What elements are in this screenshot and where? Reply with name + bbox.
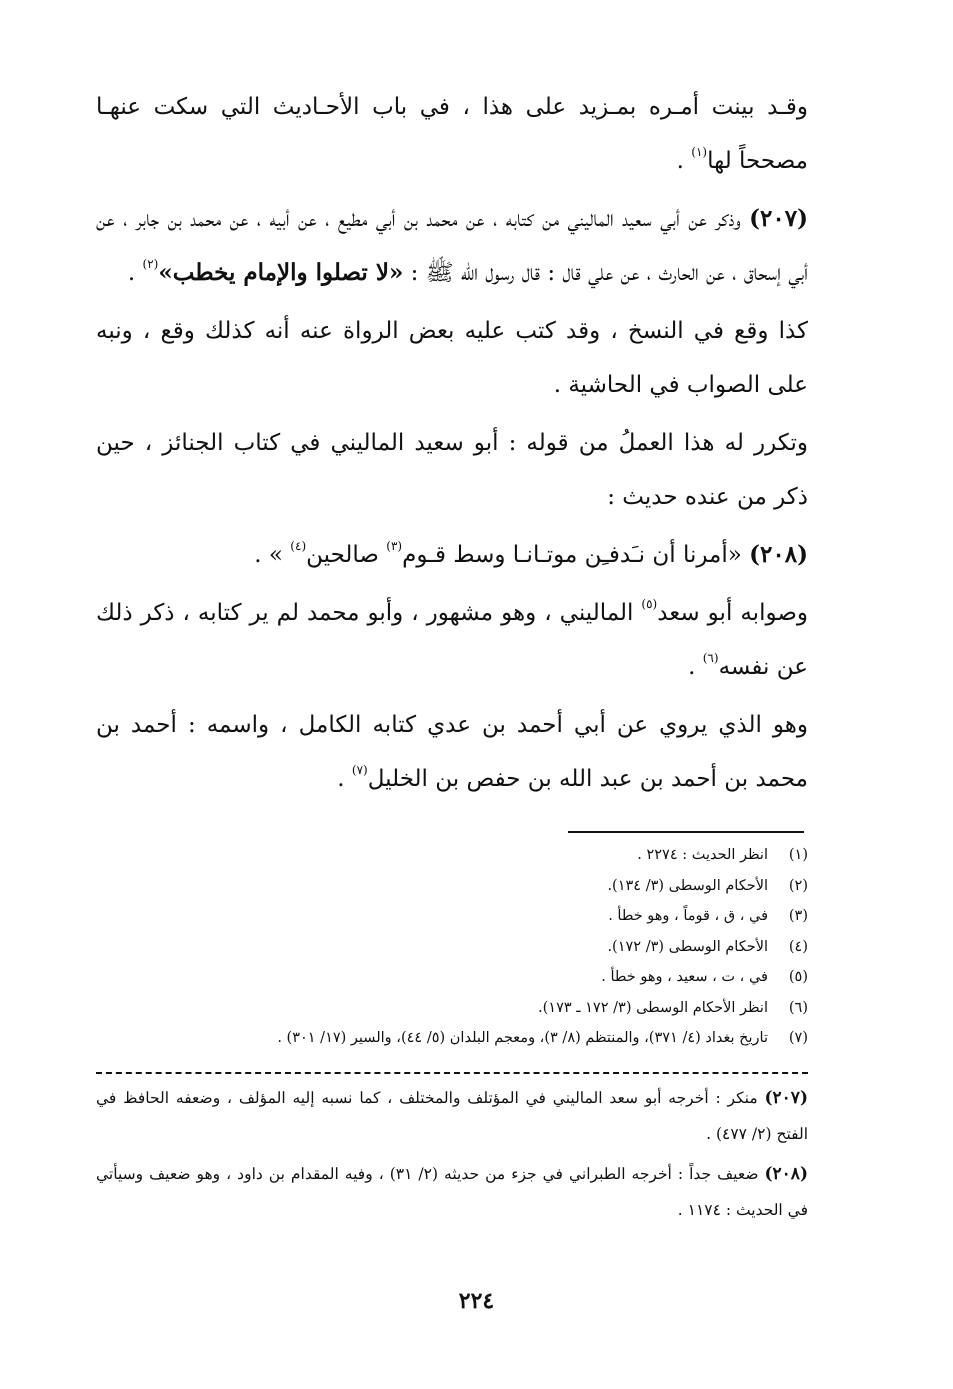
footnote-ref-7: (٧) — [351, 763, 368, 777]
footnote-ref-1: (١) — [691, 145, 708, 159]
paragraph-6-text-a: وصوابه أبو سعد — [657, 600, 808, 626]
hadith-207-end: . — [127, 260, 143, 286]
footnote-2 — [96, 871, 808, 902]
footnote-4 — [96, 932, 808, 963]
paragraph-7-text: وهو الذي يروي عن أبي أحمد بن عدي كتابه الكامل ، واسمه : أحمد بن محمد بن أحمد بن عبد الله بن حفص بن الخليل — [96, 712, 808, 792]
paragraph-4-text: وتكرر له هذا العملُ من قوله : أبو سعيد الماليني في كتاب الجنائز ، حين ذكر من عنده حديث : — [96, 430, 808, 510]
annotation-207-text: منكر : أخرجه أبو سعد الماليني في المؤتلف والمختلف ، كما نسبه إليه المؤلف ، وضعفه الحافظ في الفتح (٢/ ٤٧٧) . — [96, 1089, 808, 1143]
hadith-207-chain: وذكر عن أبي سعيد الماليني من كتابه ، عن محمد بن أبي مطيع ، عن أبيه ، عن محمد بن جابر ، عن أبي إسحاق ، عن الحارث ، عن علي قال : قال رسول الله ﷺ : — [96, 206, 808, 286]
footnote-ref-2: (٢) — [142, 257, 159, 271]
paragraph-1-end: . — [676, 148, 692, 174]
hadith-207-quote: «لا تصلوا والإمام يخطب» — [158, 259, 404, 286]
hadith-number-208: (٢٠٨) — [749, 541, 808, 568]
footnote-number: (٥) — [788, 969, 808, 985]
footnote-7 — [96, 1023, 808, 1054]
annotation-separator — [96, 1072, 808, 1074]
paragraph-7 — [96, 698, 808, 806]
footnote-ref-3: (٣) — [386, 539, 403, 553]
footnote-number: (٦) — [788, 999, 808, 1016]
annotation-207 — [96, 1080, 808, 1152]
footnote-text: الأحكام الوسطى (٣/ ١٧٢). — [607, 938, 768, 955]
footnote-number: (٣) — [788, 908, 808, 924]
paragraph-3-text: كذا وقع في النسخ ، وقد كتب عليه بعض الرواة عنه أنه كذلك وقع ، ونبه على الصواب في الحاشية . — [96, 318, 808, 398]
hadith-208-end: » . — [254, 542, 291, 568]
editor-annotations — [96, 1080, 808, 1232]
hadith-number-207: (٢٠٧) — [749, 205, 808, 232]
paragraph-6-end: . — [688, 654, 703, 680]
paragraph-1-text: وقـد بينت أمـره بمـزيد على هذا ، في باب الأحـاديث التي سكت عنهـا مصححاً لها — [96, 94, 808, 174]
footnote-text: انظر الحديث : ٢٢٧٤ . — [637, 847, 768, 863]
hadith-208-text-b: صالحين — [306, 542, 387, 568]
annotation-number-207: (٢٠٧) — [764, 1088, 808, 1108]
main-text — [96, 80, 808, 810]
paragraph-6 — [96, 586, 808, 694]
footnote-number: (٤) — [788, 938, 808, 955]
footnotes — [96, 840, 808, 1054]
footnote-3 — [96, 901, 808, 932]
footnote-number: (٢) — [788, 877, 808, 894]
paragraph-4 — [96, 416, 808, 524]
paragraph-1 — [96, 80, 808, 188]
footnote-number: (١) — [788, 847, 808, 863]
annotation-208-text: ضعيف جداً : أخرجه الطبراني في جزء من حديثه (٢/ ٣١) ، وفيه المقدام بن داود ، وهو ضعيف وسيأتي في الحديث : ١١٧٤ . — [96, 1165, 808, 1219]
paragraph-7-end: . — [337, 766, 352, 792]
footnote-text: تاريخ بغداد (٤/ ٣٧١)، والمنتظم (٨/ ٣)، ومعجم البلدان (٥/ ٤٤)، والسير (١٧/ ٣٠١) . — [277, 1030, 768, 1046]
paragraph-6-text-b: الماليني ، وهو مشهور ، وأبو محمد لم ير كتابه ، ذكر ذلك عن نفسه — [96, 600, 808, 680]
annotation-number-208: (٢٠٨) — [764, 1164, 808, 1184]
footnote-ref-6: (٦) — [702, 651, 719, 665]
footnote-5 — [96, 962, 808, 993]
footnote-ref-4: (٤) — [290, 539, 307, 553]
footnote-text: في ، ق ، قوماً ، وهو خطأ . — [608, 908, 768, 924]
footnote-text: في ، ت ، سعيد ، وهو خطأ . — [601, 969, 768, 985]
footnote-number: (٧) — [788, 1030, 808, 1046]
footnote-1 — [96, 840, 808, 871]
paragraph-hadith-208 — [96, 528, 808, 582]
footnote-ref-5: (٥) — [641, 597, 658, 611]
paragraph-3 — [96, 304, 808, 412]
footnote-separator — [568, 831, 804, 833]
hadith-208-text-a: «أمرنا أن نـَدفـِن موتـانـا وسط قـوم — [402, 542, 750, 568]
page-number: ٢٢٤ — [458, 1288, 495, 1314]
annotation-208 — [96, 1156, 808, 1228]
footnote-text: الأحكام الوسطى (٣/ ١٣٤). — [607, 877, 768, 894]
footnote-text: انظر الأحكام الوسطى (٣/ ١٧٢ ـ ١٧٣). — [538, 999, 768, 1016]
paragraph-hadith-207 — [96, 192, 808, 300]
footnote-6 — [96, 993, 808, 1024]
